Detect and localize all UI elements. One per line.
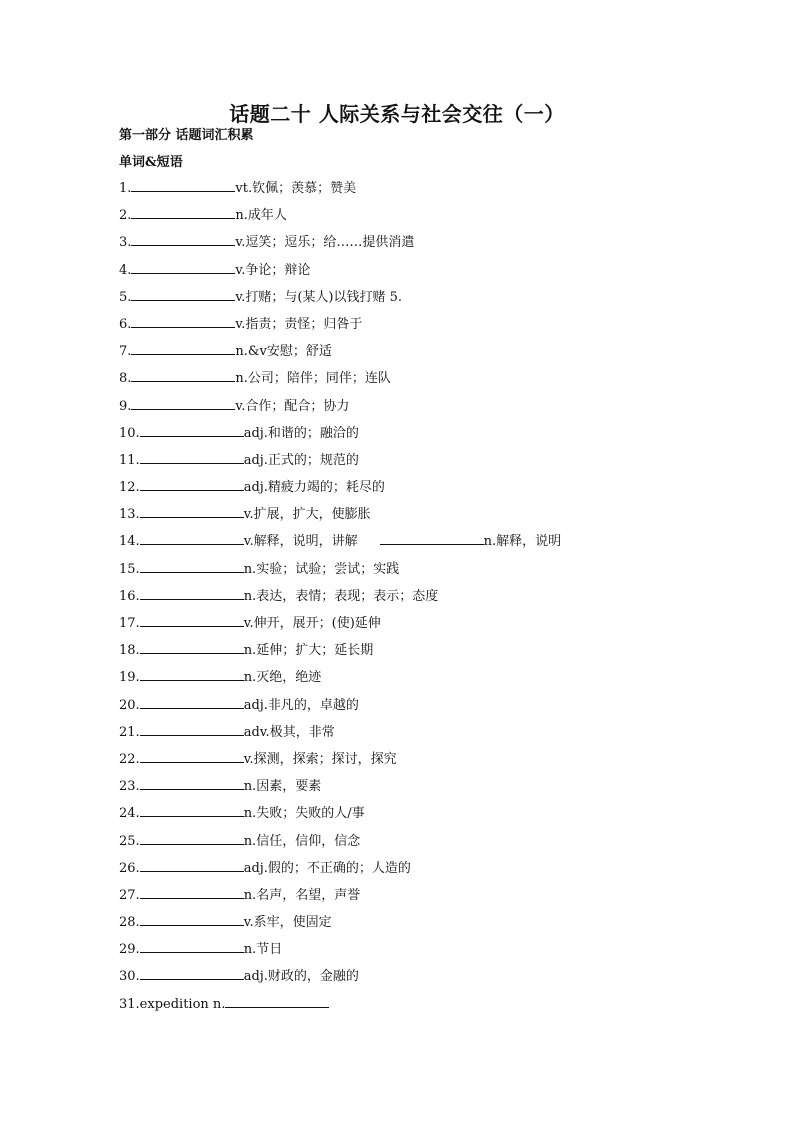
list-item — [119, 664, 759, 691]
answer-blank[interactable] — [131, 341, 235, 355]
item-lead-text: 31.expedition n. — [119, 996, 226, 1012]
item-definition: v.伸开，展开；(使)延伸 — [243, 616, 381, 631]
item-definition: n.表达，表情；表现；表示；态度 — [243, 588, 439, 604]
item-number: 2. — [119, 208, 132, 224]
list-item — [119, 175, 759, 202]
item-definition: adj.非凡的，卓越的 — [243, 697, 359, 713]
answer-blank[interactable] — [140, 749, 244, 763]
item-definition: adv.极其，非常 — [243, 724, 335, 740]
item-definition: v.打赌；与(某人)以钱打赌 5. — [235, 289, 403, 305]
item-number: 18. — [119, 643, 140, 659]
answer-blank[interactable] — [140, 939, 244, 953]
answer-blank[interactable] — [140, 966, 244, 980]
list-item — [119, 311, 759, 338]
item-definition: adj.财政的，金融的 — [243, 969, 359, 985]
item-number: 8. — [119, 371, 132, 387]
item-definition: n.实验；试验；尝试；实践 — [243, 561, 400, 577]
answer-blank[interactable] — [140, 531, 244, 545]
item-number: 7. — [119, 344, 132, 360]
page-title: 话题二十 人际关系与社会交往（一） — [229, 102, 565, 126]
answer-blank[interactable] — [131, 368, 235, 382]
list-item — [119, 828, 759, 855]
answer-blank[interactable] — [225, 994, 329, 1008]
section-heading: 第一部分 话题词汇积累 — [119, 128, 254, 143]
item-number: 25. — [119, 833, 140, 849]
item-number: 3. — [119, 235, 132, 251]
item-number: 1. — [119, 181, 132, 196]
item-definition: n.延伸；扩大；延长期 — [243, 643, 374, 659]
item-number: 30. — [119, 969, 140, 985]
item-number: 11. — [119, 452, 140, 468]
subsection-heading: 单词&短语 — [119, 155, 183, 170]
list-item — [119, 202, 759, 229]
item-definition-second: n.解释，说明 — [483, 534, 562, 550]
item-definition: adj.精疲力竭的；耗尽的 — [243, 480, 385, 496]
answer-blank[interactable] — [140, 831, 244, 845]
item-definition: n.公司；陪伴；同伴；连队 — [235, 371, 391, 387]
list-item — [119, 610, 759, 637]
list-item — [119, 447, 759, 474]
answer-blank[interactable] — [140, 586, 244, 600]
item-definition: v.逗笑；逗乐；给……提供消遣 — [235, 235, 415, 251]
item-number: 21. — [119, 724, 140, 740]
item-number: 20. — [119, 697, 140, 713]
answer-blank[interactable] — [140, 640, 244, 654]
list-item — [119, 909, 759, 936]
answer-blank[interactable] — [140, 450, 244, 464]
item-definition: n.成年人 — [235, 208, 287, 224]
item-number: 4. — [119, 262, 132, 278]
list-item — [119, 365, 759, 392]
answer-blank[interactable] — [131, 178, 235, 192]
item-definition: v.合作；配合；协力 — [235, 398, 350, 414]
list-item — [119, 528, 759, 555]
answer-blank[interactable] — [140, 722, 244, 736]
list-item — [119, 284, 759, 311]
list-item — [119, 800, 759, 827]
item-number: 10. — [119, 425, 140, 441]
item-definition: v.争论；辩论 — [235, 262, 311, 278]
item-number: 22. — [119, 751, 140, 767]
answer-blank[interactable] — [140, 912, 244, 926]
vocabulary-list — [119, 175, 759, 1018]
item-number: 17. — [119, 616, 140, 631]
answer-blank[interactable] — [140, 559, 244, 573]
answer-blank[interactable] — [131, 314, 235, 328]
item-number: 27. — [119, 887, 140, 903]
list-item — [119, 556, 759, 583]
answer-blank[interactable] — [140, 613, 244, 627]
item-definition: v.扩展，扩大，使膨胀 — [243, 507, 371, 523]
list-item — [119, 719, 759, 746]
answer-blank[interactable] — [140, 504, 244, 518]
answer-blank[interactable] — [140, 477, 244, 491]
list-item — [119, 257, 759, 284]
item-number: 28. — [119, 915, 140, 931]
item-number: 14. — [119, 534, 140, 550]
list-item — [119, 474, 759, 501]
answer-blank[interactable] — [140, 423, 244, 437]
item-definition: n.节日 — [243, 942, 283, 958]
answer-blank[interactable] — [131, 287, 235, 301]
answer-blank[interactable] — [140, 803, 244, 817]
item-number: 16. — [119, 588, 140, 604]
item-definition: adj.正式的；规范的 — [243, 452, 359, 468]
list-item — [119, 229, 759, 256]
answer-blank[interactable] — [140, 858, 244, 872]
list-item — [119, 773, 759, 800]
answer-blank[interactable] — [131, 396, 235, 410]
answer-blank[interactable] — [131, 260, 235, 274]
item-number: 9. — [119, 398, 132, 414]
list-item — [119, 855, 759, 882]
answer-blank[interactable] — [140, 695, 244, 709]
answer-blank[interactable] — [140, 885, 244, 899]
list-item — [119, 991, 759, 1018]
item-definition: n.&v安慰；舒适 — [235, 344, 332, 360]
answer-blank[interactable] — [380, 531, 484, 545]
list-item — [119, 338, 759, 365]
item-number: 26. — [119, 860, 140, 876]
item-number: 5. — [119, 289, 132, 305]
answer-blank[interactable] — [131, 205, 235, 219]
item-definition: adj.假的；不正确的；人造的 — [243, 860, 411, 876]
item-definition: v.指责；责怪；归咎于 — [235, 316, 363, 332]
item-number: 15. — [119, 561, 140, 577]
item-definition: n.失败；失败的人/事 — [243, 806, 365, 822]
list-item — [119, 420, 759, 447]
item-number: 19. — [119, 670, 140, 686]
item-number: 6. — [119, 316, 132, 332]
item-definition: vt.钦佩；羡慕；赞美 — [235, 181, 357, 196]
list-item — [119, 936, 759, 963]
item-definition: adj.和谐的；融洽的 — [243, 425, 359, 441]
item-number: 13. — [119, 507, 140, 523]
item-definition: n.灭绝，绝迹 — [243, 670, 322, 686]
list-item — [119, 963, 759, 990]
list-item — [119, 746, 759, 773]
item-definition: n.因素，要素 — [243, 779, 322, 795]
list-item — [119, 501, 759, 528]
list-item — [119, 583, 759, 610]
list-item — [119, 692, 759, 719]
item-number: 23. — [119, 779, 140, 795]
list-item — [119, 393, 759, 420]
answer-blank[interactable] — [131, 232, 235, 246]
list-item — [119, 637, 759, 664]
item-definition: v.探测，探索；探讨，探究 — [243, 751, 397, 767]
item-number: 24. — [119, 806, 140, 822]
list-item — [119, 882, 759, 909]
answer-blank[interactable] — [140, 667, 244, 681]
item-number: 12. — [119, 480, 140, 496]
item-number: 29. — [119, 942, 140, 958]
item-definition: n.名声，名望，声誉 — [243, 887, 361, 903]
item-definition: v.解释，说明，讲解 — [243, 534, 358, 550]
item-definition: n.信任，信仰，信念 — [243, 833, 361, 849]
item-definition: v.系牢，使固定 — [243, 915, 332, 931]
answer-blank[interactable] — [140, 776, 244, 790]
